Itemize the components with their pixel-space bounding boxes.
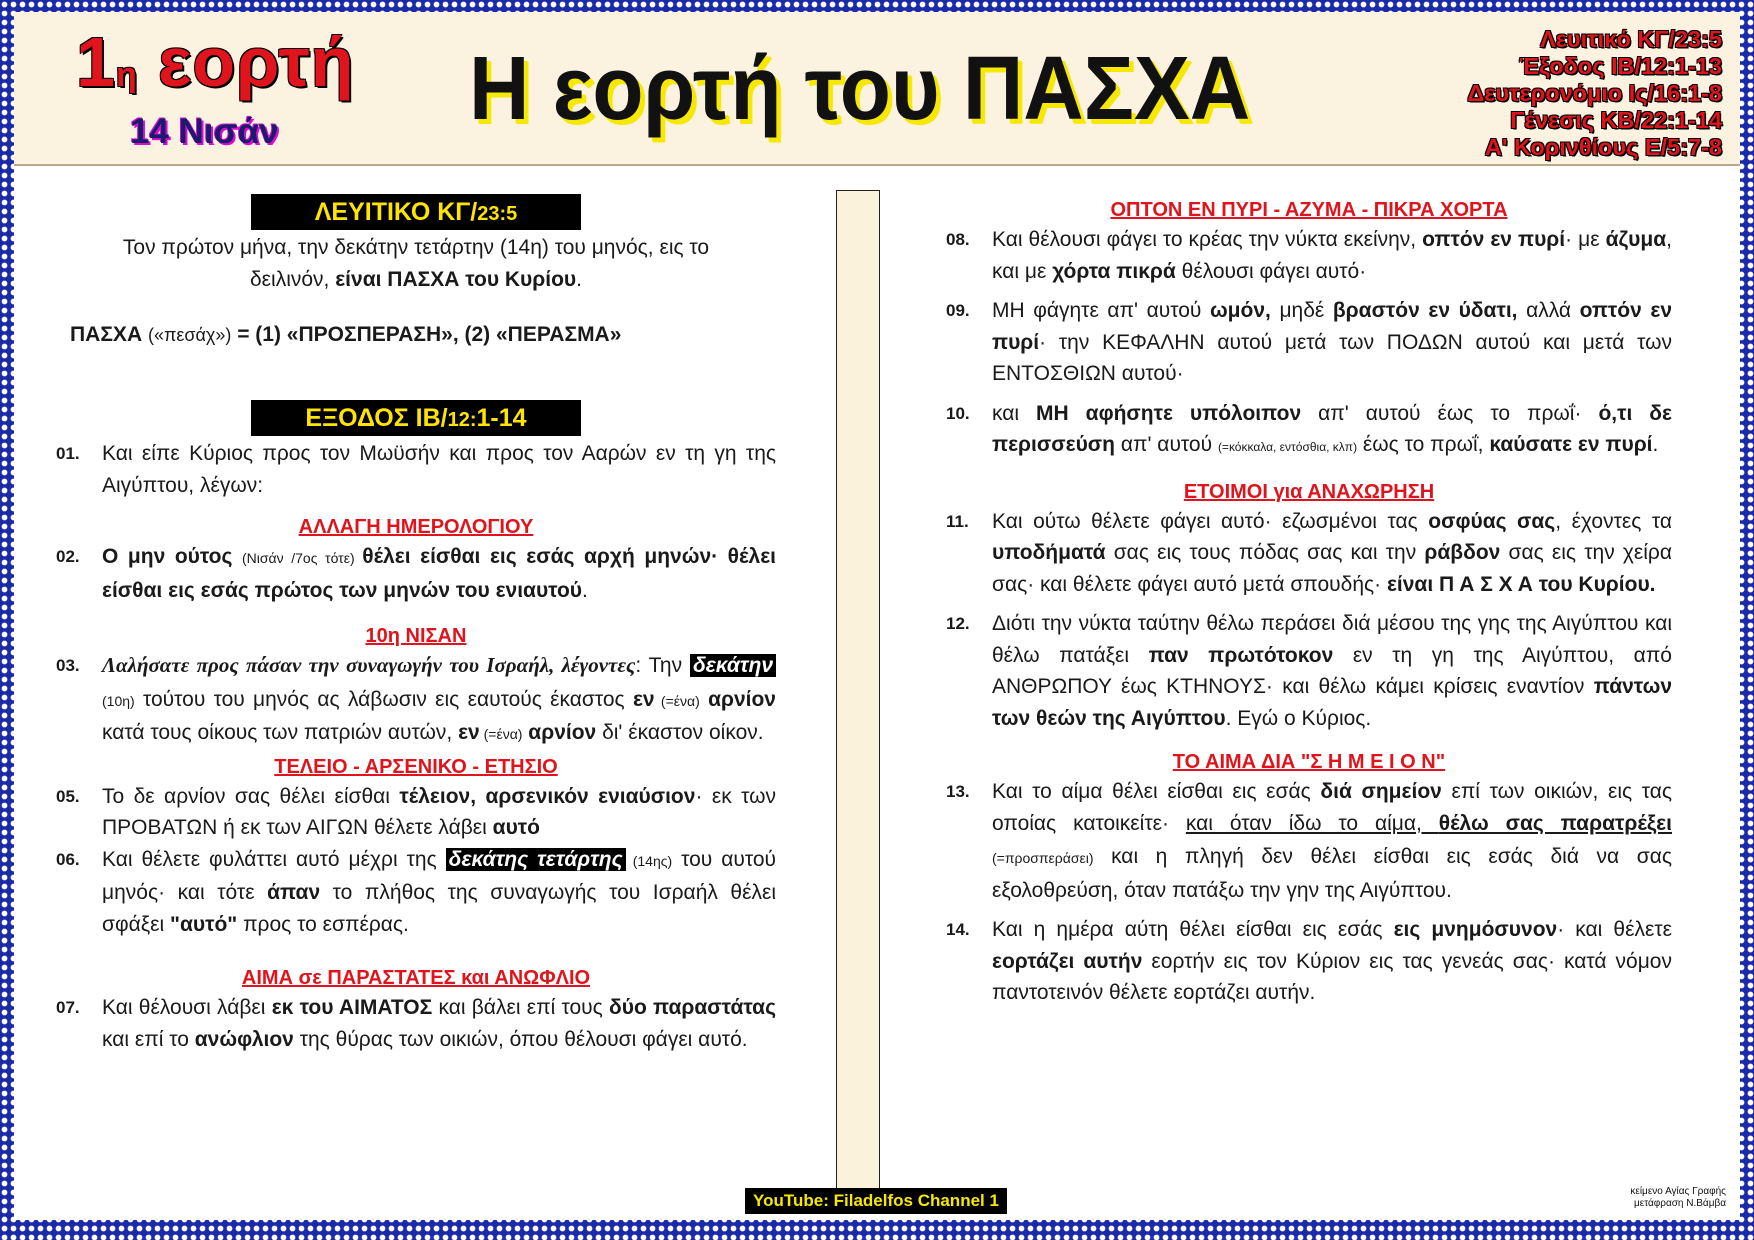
verse-text: . xyxy=(582,578,588,602)
verse-bold: θέλει είσθαι εις εσάς αρχή μηνών· θέλει είσθαι εις εσάς πρώτος των μηνών του ενιαυτού xyxy=(102,545,776,602)
verse-bold: πάντων των θεών της Αιγύπτου xyxy=(992,675,1672,730)
verse-text: σας εις την χείρα σας· και θέλετε φάγει αυτό μετά σπουδής· xyxy=(992,541,1672,596)
feast-number-suffix: η xyxy=(115,56,138,94)
verse-text: Και ούτω θέλετε φάγει αυτό· εζωσμένοι τας xyxy=(992,509,1429,533)
verse-note: (=ένα) xyxy=(654,692,700,709)
verse-bold: αυτό xyxy=(492,816,540,839)
verse-bold: βραστόν εν ύδατι, xyxy=(1332,299,1518,322)
verse-highlight: δεκάτην xyxy=(690,654,776,677)
verse-underline: και όταν ίδω το αίμα, xyxy=(1185,811,1439,835)
exodus-heading-text: ΕΞΟΔΟΣ ΙΒ/ xyxy=(305,404,448,432)
verse-bold: άζυμα xyxy=(1605,228,1667,251)
verse-note: (=προσπεράσει) xyxy=(992,850,1094,866)
verse-text: της θύρας των οικιών, όπου θέλουσι φάγει αυτό. xyxy=(293,1027,748,1051)
reference-deuteronomy: Δευτερονόμιο Ις/16:1-8 xyxy=(1467,80,1722,106)
verse-text: σας εις τους πόδας σας και την xyxy=(1105,541,1425,564)
verse-bold: χόρτα πικρά xyxy=(1052,259,1176,283)
verse-02 xyxy=(56,541,776,606)
verse-text: θέλουσι φάγει αυτό· xyxy=(1175,259,1367,283)
verse-text: δι' έκαστον οίκον. xyxy=(596,721,764,744)
left-column xyxy=(56,194,776,1055)
reference-exodus: Έξοδος ΙΒ/12:1-13 xyxy=(1519,53,1722,79)
verse-07 xyxy=(56,992,776,1055)
feast-date: 14 Νισάν xyxy=(130,112,279,151)
verse-text: μηδέ xyxy=(1270,299,1333,322)
verse-number: 13. xyxy=(946,782,970,801)
verse-text: Και θέλουσι φάγει το κρέας την νύκτα εκείνην, xyxy=(992,228,1423,251)
verse-13 xyxy=(946,776,1672,906)
leviticus-text-line-2 xyxy=(56,264,776,296)
verse-bold: παν πρωτότοκον xyxy=(1148,643,1334,667)
exodus-heading-chapter: 12: xyxy=(447,409,477,431)
verse-03 xyxy=(56,650,776,751)
verse-text: . xyxy=(1652,433,1659,456)
verse-number: 08. xyxy=(946,230,970,249)
leviticus-text-part: δειλινόν, xyxy=(249,268,336,291)
verse-text: επί των οικιών, εις τας οποίας κατοικείτε· xyxy=(992,780,1672,835)
leviticus-text-bold: είναι ΠΑΣΧΑ του Κυρίου xyxy=(335,268,577,291)
verse-text: εν τη γη της Αιγύπτου, από ΑΝΘΡΩΠΟΥ έως ΚΤΗΝΟΥΣ· και θέλω κάμει κρίσεις εναντίον xyxy=(992,643,1672,698)
verse-bold: οπτόν εν πυρί xyxy=(1422,228,1566,251)
heading-calendar-change: ΑΛΛΑΓΗ ΗΜΕΡΟΛΟΓΙΟΥ xyxy=(298,516,534,538)
verse-text: Και το αίμα θέλει είσθαι εις εσάς xyxy=(992,780,1321,803)
heading-blood-doorposts: ΑΙΜΑ σε ΠΑΡΑΣΤΑΤΕΣ και ΑΝΩΦΛΙΟ xyxy=(241,967,591,989)
pascha-word: ΠΑΣΧΑ xyxy=(70,323,148,346)
verse-note: (=ένα) xyxy=(479,726,523,742)
verse-text: και βάλει επί τους xyxy=(432,996,609,1019)
verse-number: 07. xyxy=(56,998,80,1017)
verse-number: 05. xyxy=(56,786,80,806)
credit-line-1: κείμενο Αγίας Γραφής xyxy=(1630,1186,1726,1197)
credit-line-2: μετάφραση Ν.Βάμβα xyxy=(1633,1198,1726,1209)
verse-bold: οπτόν εν πυρί xyxy=(992,299,1673,354)
verse-text: του αυτού μηνός· και τότε xyxy=(102,847,776,904)
verse-bold: ωμόν, xyxy=(1209,299,1271,322)
verse-highlight: δεκάτης τετάρτης xyxy=(446,848,626,871)
verse-09 xyxy=(946,295,1672,390)
verse-text: , και με xyxy=(992,228,1672,283)
verse-text: προς το εσπέρας. xyxy=(237,912,409,936)
verse-bold: είναι Π Α Σ Χ Α του Κυρίου. xyxy=(1386,572,1656,596)
verse-text: και xyxy=(992,401,1037,425)
leviticus-heading-text: ΛΕΥΙΤΙΚΟ ΚΓ/ xyxy=(314,198,478,226)
reference-leviticus: Λευιτικό ΚΓ/23:5 xyxy=(1540,26,1722,52)
verse-text: Και θέλουσι λάβει xyxy=(102,996,272,1019)
verse-10 xyxy=(946,398,1672,464)
reference-genesis: Γένεσις ΚΒ/22:1-14 xyxy=(1510,107,1722,133)
verse-number: 02. xyxy=(56,547,80,566)
page-title: Η εορτή του ΠΑΣΧΑ xyxy=(469,39,1251,139)
verse-note: (10η) xyxy=(102,692,135,709)
verse-bold: δύο παραστάτας xyxy=(608,996,776,1019)
verse-number: 10. xyxy=(946,403,970,423)
verse-text: ΜΗ φάγητε απ' αυτού xyxy=(992,299,1210,322)
column-divider xyxy=(836,190,880,1192)
verse-text: εορτήν εις τον Κύριον εις τας γενεάς σας· κατά νόμον παντοτεινόν θέλετε εορτάζει αυτήν. xyxy=(992,949,1672,1004)
verse-number: 14. xyxy=(946,920,970,939)
right-column xyxy=(946,196,1672,1009)
leviticus-text-end: . xyxy=(576,268,582,291)
feast-number xyxy=(76,22,355,102)
feast-number-digit: 1 xyxy=(76,23,116,101)
verse-number: 12. xyxy=(946,614,970,633)
verse-text: αλλά xyxy=(1517,299,1580,322)
verse-text: Διότι την νύκτα ταύτην θέλω περάσει διά μέσου της γης της Αιγύπτου και θέλω πατάξει xyxy=(992,612,1672,667)
verse-bold: διά σημείον xyxy=(1320,780,1442,803)
verse-text: · με xyxy=(1565,228,1606,251)
verse-number: 03. xyxy=(56,656,80,675)
verse-bold: αρνίον xyxy=(699,687,776,711)
verse-bold-underline: θέλω σας παρατρέξει xyxy=(1438,811,1672,835)
verse-text: · την ΚΕΦΑΛΗΝ αυτού μετά των ΠΟΔΩΝ αυτού και μετά των ΕΝΤΟΣΘΙΩΝ αυτού· xyxy=(992,330,1672,385)
youtube-channel-banner: YouTube: Filadelfos Channel 1 xyxy=(745,1188,1007,1214)
verse-text: κατά τους οίκους των πατριών αυτών, xyxy=(102,721,459,744)
pascha-hebrew: («πεσάχ») xyxy=(147,325,232,345)
verse-text: και η πληγή δεν θέλει είσθαι εις εσάς διά να σας εξολοθρεύση, όταν πατάξω την γην της Αιγύπτου. xyxy=(992,845,1672,902)
verse-bold: εκ του ΑΙΜΑΤΟΣ xyxy=(271,996,433,1019)
verse-11 xyxy=(946,506,1672,601)
scripture-references xyxy=(1467,26,1722,161)
verse-text: έως το πρωΐ, xyxy=(1357,433,1490,456)
verse-bold: άπαν xyxy=(267,881,321,904)
verse-bold: ΜΗ αφήσητε υπόλοιπον xyxy=(1036,401,1302,425)
exodus-heading xyxy=(251,400,581,436)
verse-note: (14ης) xyxy=(625,852,673,869)
verse-text: , έχοντες τα xyxy=(1555,509,1672,533)
verse-bold: υποδήματά xyxy=(992,541,1106,564)
verse-text: : Την xyxy=(635,654,690,677)
verse-text: το πλήθος της συναγωγής του Ισραήλ θέλει σφάξει xyxy=(102,881,776,936)
verse-bold: ανώφλιον xyxy=(194,1027,294,1051)
verse-text: Και θέλετε φυλάττει αυτό μέχρι της xyxy=(102,847,446,871)
verse-text: · και θέλετε xyxy=(1557,918,1672,941)
verse-bold: εν xyxy=(458,721,480,744)
verse-14 xyxy=(946,914,1672,1009)
verse-bold: καύσατε εν πυρί xyxy=(1489,433,1653,456)
verse-text: τούτου του μηνός ας λάβωσιν εις εαυτούς έκαστος xyxy=(134,687,633,711)
heading-ready-departure: ΕΤΟΙΜΟΙ για ΑΝΑΧΩΡΗΣΗ xyxy=(1183,480,1435,503)
leviticus-heading xyxy=(251,194,581,230)
translation-credit xyxy=(1630,1186,1726,1210)
verse-12 xyxy=(946,608,1672,734)
verse-bold: εορτάζει αυτήν xyxy=(992,949,1143,973)
verse-06 xyxy=(56,844,776,941)
verse-bold: εν xyxy=(632,687,655,711)
verse-bold: τέλειον, αρσενικόν ενιαύσιον xyxy=(399,784,696,808)
verse-08 xyxy=(946,224,1672,287)
verse-01 xyxy=(56,438,776,501)
heading-perfect-lamb: ΤΕΛΕΙΟ - ΑΡΣΕΝΙΚΟ - ΕΤΗΣΙΟ xyxy=(274,755,558,778)
leviticus-heading-ref: 23:5 xyxy=(477,203,518,225)
verse-text: . Εγώ ο Κύριος. xyxy=(1225,706,1372,730)
header-banner xyxy=(14,12,1740,166)
verse-text: απ' αυτού έως το πρωΐ· xyxy=(1301,401,1599,425)
verse-bold: αρνίον xyxy=(522,721,597,744)
verse-text: Και η ημέρα αύτη θέλει είσθαι εις εσάς xyxy=(992,918,1394,941)
verse-bold: "αυτό" xyxy=(169,912,238,936)
verse-number: 06. xyxy=(56,849,80,869)
heading-10-nisan: 10η ΝΙΣΑΝ xyxy=(365,625,467,647)
heading-blood-sign: ΤΟ ΑΙΜΑ ΔΙΑ "Σ Η Μ Ε Ι Ο Ν" xyxy=(1172,751,1446,773)
verse-05 xyxy=(56,781,776,844)
verse-text: Και είπε Κύριος προς τον Μωϋσήν και προς τον Ααρών εν τη γη της Αιγύπτου, λέγων: xyxy=(102,442,776,497)
verse-number: 09. xyxy=(946,301,970,320)
pascha-meanings: = (1) «ΠΡΟΣΠΕΡΑΣΗ», (2) «ΠΕΡΑΣΜΑ» xyxy=(231,323,622,346)
leviticus-text xyxy=(56,232,776,296)
leviticus-text-line-1: Τον πρώτον μήνα, την δεκάτην τετάρτην (14η) του μηνός, εις το xyxy=(122,236,710,259)
verse-text: και επί το xyxy=(102,1027,195,1051)
verse-bold: Ο μην ούτος xyxy=(102,545,242,568)
verse-italic: Λαλήσατε προς πάσαν την συναγωγήν του Ισραήλ, λέγοντες xyxy=(102,653,636,677)
verse-number: 11. xyxy=(946,511,969,531)
verse-note: (Νισάν /7ος τότε) xyxy=(241,550,363,566)
feast-word: εορτή xyxy=(137,23,355,101)
verse-bold: ό,τι δε περισσεύση xyxy=(992,401,1672,456)
verse-text: · εκ των ΠΡΟΒΑΤΩΝ ή εκ των ΑΙΓΩΝ θέλετε λάβει xyxy=(102,784,776,839)
verse-text: Το δε αρνίον σας θέλει είσθαι xyxy=(102,784,400,808)
verse-number: 01. xyxy=(56,444,80,463)
heading-roasted-unleavened: ΟΠΤΟΝ ΕΝ ΠΥΡΙ - ΑΖΥΜΑ - ΠΙΚΡΑ ΧΟΡΤΑ xyxy=(1110,199,1508,221)
reference-corinthians: Α' Κορινθίους Ε/5:7-8 xyxy=(1484,134,1722,160)
verse-bold: οσφύας σας xyxy=(1428,509,1556,533)
pascha-definition xyxy=(56,320,776,350)
verse-bold: ράβδον xyxy=(1424,541,1501,564)
exodus-heading-verses: 1-14 xyxy=(476,404,527,432)
verse-bold: εις μνημόσυνον xyxy=(1393,918,1558,941)
verse-text: απ' αυτού xyxy=(1115,433,1218,456)
verse-note: (=κόκκαλα, εντόσθια, κλπ) xyxy=(1217,440,1358,454)
